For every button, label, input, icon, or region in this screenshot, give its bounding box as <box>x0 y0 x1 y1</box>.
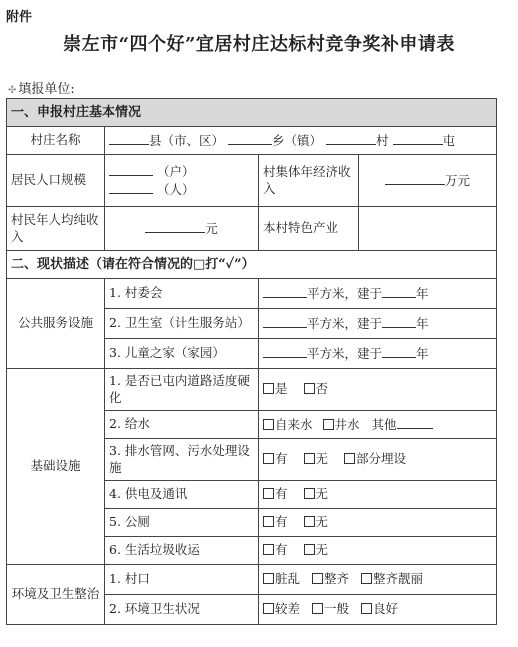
drainage-partial-option[interactable]: 部分埋设 <box>344 451 406 466</box>
area-unit-text: 平方米，建于 <box>307 285 383 301</box>
per-capita-income-label: 村民年人均纯收入 <box>7 207 105 251</box>
industry-field[interactable] <box>359 207 497 251</box>
road-yes-option[interactable]: 是 <box>263 381 288 396</box>
collective-income-unit: 万元 <box>445 172 471 188</box>
per-capita-income-unit: 元 <box>205 220 218 236</box>
section2-header-row <box>7 251 497 279</box>
infra-water-name: 2. 给水 <box>105 411 259 439</box>
checkbox-icon <box>263 453 274 464</box>
hygiene-poor-option[interactable]: 较差 <box>263 601 300 616</box>
water-tap-option[interactable]: 自来水 <box>263 417 313 432</box>
village-name-field[interactable] <box>105 127 497 155</box>
infra-power-options <box>259 481 497 509</box>
households-unit: （户） <box>156 163 195 179</box>
water-well-option[interactable]: 井水 <box>323 417 360 432</box>
water-other-option[interactable]: 其他 <box>372 417 433 432</box>
checkbox-icon <box>323 419 334 430</box>
section1-header: 一、申报村庄基本情况 <box>7 99 497 127</box>
income-row <box>7 207 497 251</box>
checkbox-icon <box>304 544 315 555</box>
checkbox-icon <box>312 603 323 614</box>
collective-income-label: 村集体年经济收入 <box>259 155 359 207</box>
checkbox-icon <box>263 419 274 430</box>
public-service-row-1 <box>7 279 497 309</box>
section2-header: 二、现状描述（请在符合情况的□打“✓”） <box>7 251 497 279</box>
infra-drainage-name: 3. 排水管网、污水处理设施 <box>105 439 259 481</box>
checkbox-icon <box>304 516 315 527</box>
sanitation-entrance-options <box>259 565 497 595</box>
checkbox-icon <box>312 573 323 584</box>
village-name-label: 村庄名称 <box>7 127 105 155</box>
infra-toilet-name: 5. 公厕 <box>105 509 259 537</box>
garbage-none-option[interactable]: 无 <box>304 542 329 557</box>
tun-label: 屯 <box>442 132 456 148</box>
checkbox-icon <box>263 516 274 527</box>
entrance-beautiful-option[interactable]: 整齐靓丽 <box>361 571 423 586</box>
infrastructure-label: 基础设施 <box>7 369 105 565</box>
toilet-none-option[interactable]: 无 <box>304 514 329 529</box>
checkbox-icon <box>304 453 315 464</box>
village-label: 村 <box>376 132 389 148</box>
checkbox-icon <box>361 603 372 614</box>
hygiene-good-option[interactable]: 良好 <box>361 601 398 616</box>
garbage-has-option[interactable]: 有 <box>263 542 288 557</box>
public-service-area-3[interactable] <box>259 339 497 369</box>
fill-unit-line <box>8 78 75 97</box>
sanitation-hygiene-options <box>259 595 497 625</box>
checkbox-icon <box>344 453 355 464</box>
cursor-cross-icon: ✣ <box>8 85 17 96</box>
infra-road-row <box>7 369 497 411</box>
form-title: 崇左市“四个好”宜居村庄达标村竞争奖补申请表 <box>63 34 455 55</box>
power-none-option[interactable]: 无 <box>304 486 329 501</box>
public-service-label: 公共服务设施 <box>7 279 105 369</box>
entrance-tidy-option[interactable]: 整齐 <box>312 571 349 586</box>
hygiene-fair-option[interactable]: 一般 <box>312 601 349 616</box>
attachment-label: 附件 <box>6 10 33 25</box>
infra-drainage-options <box>259 439 497 481</box>
fill-unit-label: 填报单位: <box>18 82 75 97</box>
checkbox-icon <box>263 488 274 499</box>
infra-power-name: 4. 供电及通讯 <box>105 481 259 509</box>
checkbox-icon <box>304 488 315 499</box>
entrance-dirty-option[interactable]: 脏乱 <box>263 571 300 586</box>
collective-income-field[interactable] <box>359 155 497 207</box>
area-unit-text: 平方米，建于 <box>307 315 383 331</box>
application-form-table <box>6 98 497 625</box>
drainage-none-option[interactable]: 无 <box>304 451 329 466</box>
sanitation-entrance-name: 1. 村口 <box>105 565 259 595</box>
toilet-has-option[interactable]: 有 <box>263 514 288 529</box>
year-unit-text: 年 <box>416 345 429 361</box>
infra-road-options <box>259 369 497 411</box>
section1-header-row <box>7 99 497 127</box>
year-unit-text: 年 <box>416 315 429 331</box>
checkbox-icon <box>304 383 315 394</box>
checkbox-icon <box>263 573 274 584</box>
checkbox-icon <box>263 383 274 394</box>
public-service-item-1: 1. 村委会 <box>105 279 259 309</box>
infra-garbage-options <box>259 537 497 565</box>
village-name-row <box>7 127 497 155</box>
industry-label: 本村特色产业 <box>259 207 359 251</box>
population-row <box>7 155 497 207</box>
township-label: 乡（镇） <box>272 132 323 148</box>
checkbox-icon <box>263 544 274 555</box>
sanitation-entrance-row <box>7 565 497 595</box>
year-unit-text: 年 <box>416 285 429 301</box>
infra-garbage-name: 6. 生活垃圾收运 <box>105 537 259 565</box>
population-field[interactable] <box>105 155 259 207</box>
persons-unit: （人） <box>156 181 195 197</box>
road-no-option[interactable]: 否 <box>304 381 329 396</box>
county-label: 县（市、区） <box>149 132 225 148</box>
checkbox-icon <box>263 603 274 614</box>
power-has-option[interactable]: 有 <box>263 486 288 501</box>
infra-toilet-options <box>259 509 497 537</box>
sanitation-label: 环境及卫生整治 <box>7 565 105 625</box>
sanitation-hygiene-name: 2. 环境卫生状况 <box>105 595 259 625</box>
infra-road-name: 1. 是否已屯内道路适度硬化 <box>105 369 259 411</box>
public-service-area-1[interactable] <box>259 279 497 309</box>
public-service-area-2[interactable] <box>259 309 497 339</box>
area-unit-text: 平方米，建于 <box>307 345 383 361</box>
infra-water-options <box>259 411 497 439</box>
public-service-item-2: 2. 卫生室（计生服务站） <box>105 309 259 339</box>
public-service-item-3: 3. 儿童之家（家园） <box>105 339 259 369</box>
checkbox-icon <box>361 573 372 584</box>
population-label: 居民人口规模 <box>7 155 105 207</box>
drainage-has-option[interactable]: 有 <box>263 451 288 466</box>
per-capita-income-field[interactable] <box>105 207 259 251</box>
